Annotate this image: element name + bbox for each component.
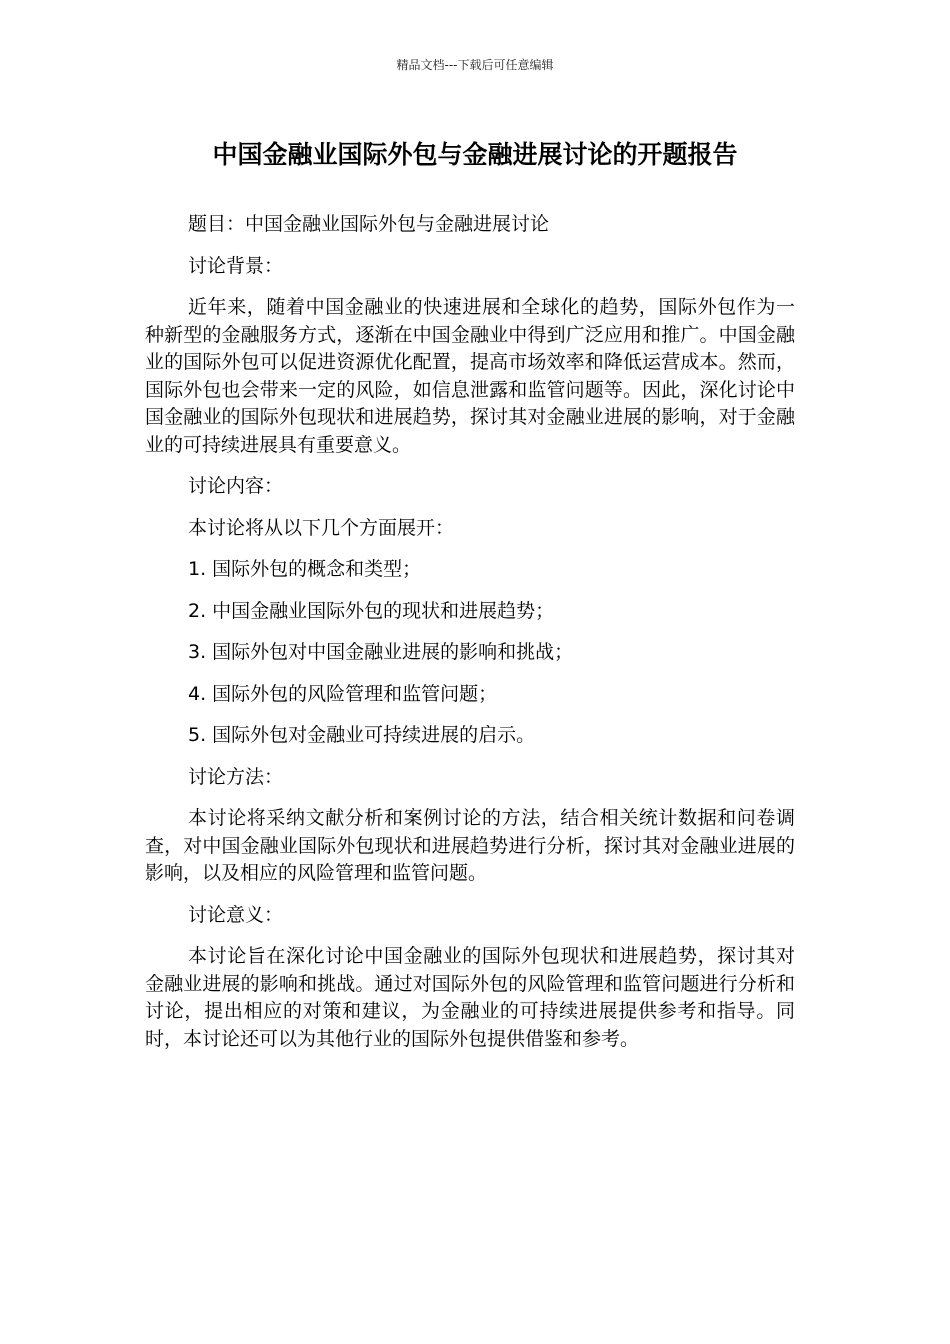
background-paragraph: 近年来，随着中国金融业的快速进展和全球化的趋势，国际外包作为一种新型的金融服务方式，逐渐在中国金融业中得到广泛应用和推广。中国金融业的国际外包可以促进资源优化配置，提高市场效率和降低运营成本。然而，国际外包也会带来一定的风险，如信息泄露和监管问题等。因此，深化讨论中国金融业的国际外包现状和进展趋势，探讨其对金融业进展的影响，对于金融业的可持续进展具有重要意义。 xyxy=(145,296,795,456)
significance-paragraph: 本讨论旨在深化讨论中国金融业的国际外包现状和进展趋势，探讨其对金融业进展的影响和挑战。通过对国际外包的风险管理和监管问题进行分析和讨论，提出相应的对策和建议，为金融业的可持续进展提供参考和指导。同时，本讨论还可以为其他行业的国际外包提供借鉴和参考。 xyxy=(145,945,795,1050)
content-intro: 本讨论将从以下几个方面展开： xyxy=(188,516,455,539)
list-item: 1. 国际外包的概念和类型； xyxy=(188,558,422,580)
significance-heading: 讨论意义： xyxy=(188,903,284,926)
page-header: 精品文档---下载后可任意编辑 xyxy=(396,58,554,72)
document-title: 中国金融业国际外包与金融进展讨论的开题报告 xyxy=(212,140,738,169)
list-item: 5. 国际外包对金融业可持续进展的启示。 xyxy=(188,724,536,746)
method-paragraph: 本讨论将采纳文献分析和案例讨论的方法，结合相关统计数据和问卷调查，对中国金融业国际外包现状和进展趋势进行分析，探讨其对金融业进展的影响，以及相应的风险管理和监管问题。 xyxy=(145,807,795,884)
list-item: 4. 国际外包的风险管理和监管问题； xyxy=(188,682,498,705)
document-body xyxy=(145,211,795,1067)
list-item: 2. 中国金融业国际外包的现状和进展趋势； xyxy=(188,599,555,622)
method-heading: 讨论方法： xyxy=(188,765,284,788)
list-item: 3. 国际外包对中国金融业进展的影响和挑战； xyxy=(188,641,574,663)
topic-line: 题目：中国金融业国际外包与金融进展讨论 xyxy=(188,213,550,235)
content-heading: 讨论内容： xyxy=(188,475,284,497)
background-heading: 讨论背景： xyxy=(188,254,284,277)
